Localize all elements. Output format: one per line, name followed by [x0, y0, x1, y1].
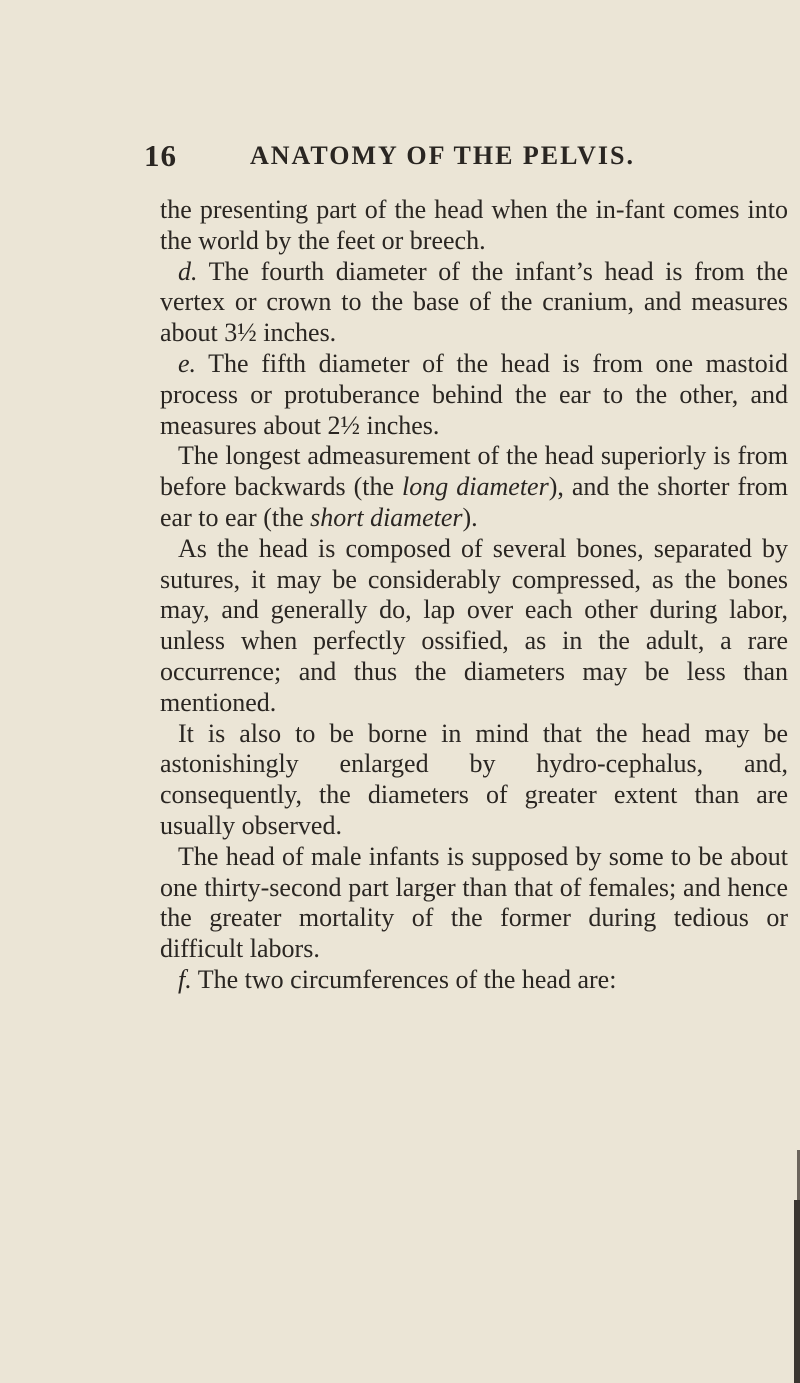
- paragraph-text: The two circumferences of the head are:: [191, 964, 617, 994]
- page-header: [144, 138, 784, 178]
- paragraph-text: the presenting part of the head when the in-fant comes into the world by the feet or breech.: [160, 195, 788, 255]
- running-head: ANATOMY OF THE PELVIS.: [250, 141, 635, 170]
- paragraph-text: The fifth diameter of the head is from one mastoid process or protuberance behind the ear to the other, and measures about 2½ inches.: [160, 348, 788, 440]
- paragraph-text: The head of male infants is supposed by some to be about one thirty-second part larger than that of females; and hence the greater mortality of the former during tedious or difficult labors.: [160, 841, 788, 964]
- paragraph-lead: f.: [178, 964, 192, 994]
- italic-term: long diameter: [402, 472, 549, 502]
- paragraph-text: It is also to be borne in mind that the head may be astonishingly enlarged by hydro-cephalus, and, consequently, the diameters of greater extent than are usually observed.: [160, 718, 788, 840]
- page-edge-shadow: [794, 1200, 800, 1383]
- page-number: 16: [144, 138, 177, 173]
- paragraph: [160, 534, 788, 719]
- paragraph: [160, 842, 788, 965]
- paragraph-lead: e.: [178, 348, 197, 378]
- paragraph-text: As the head is composed of several bones, separated by sutures, it may be considerably compressed, as the bones may, and generally do, lap over each other during labor, unless when perfectly ossified, as in the adult, a rare occurrence; and thus the diameters may be less than mentioned.: [160, 533, 788, 717]
- paragraph: [160, 719, 788, 842]
- paragraph: [160, 441, 788, 533]
- paragraph-text: The longest admeasurement of the head superiorly is from before backwards (the: [160, 441, 788, 502]
- paragraph: [160, 257, 788, 349]
- paragraph-text: The fourth diameter of the infant’s head is from the vertex or crown to the base of the cranium, and measures about 3½ inches.: [160, 256, 788, 348]
- paragraph: [160, 349, 788, 441]
- paragraph: [160, 965, 788, 996]
- paragraph-lead: d.: [178, 256, 198, 286]
- paragraph-text: ).: [462, 502, 478, 532]
- italic-term: short diameter: [310, 502, 463, 532]
- paragraph-text: ), and the shorter from ear to ear (the: [160, 472, 788, 532]
- paragraph: [160, 195, 788, 257]
- body-text: [160, 195, 788, 996]
